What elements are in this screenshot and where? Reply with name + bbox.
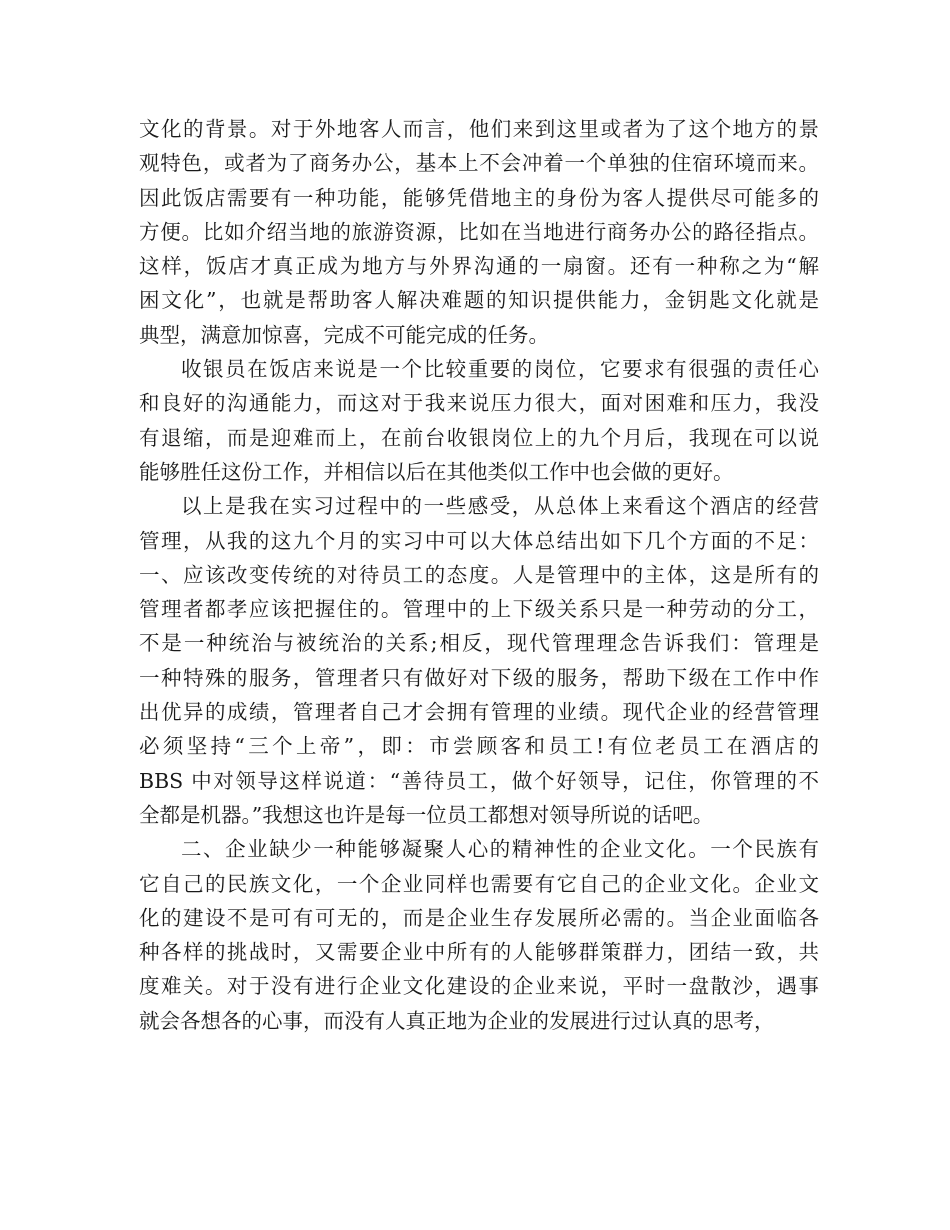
text-line: 就会各想各的心事，而没有人真正地为企业的发展进行过认真的思考， bbox=[139, 1008, 775, 1033]
text-line: 化的建设不是可有可无的，而是企业生存发展所必需的。当企业面临各 bbox=[139, 905, 819, 930]
document-body bbox=[139, 112, 819, 1038]
text-line: 因此饭店需要有一种功能，能够凭借地主的身份为客人提供尽可能多的 bbox=[139, 185, 819, 210]
text-line: 典型，满意加惊喜，完成不可能完成的任务。 bbox=[139, 322, 549, 347]
text-line: 方便。比如介绍当地的旅游资源，比如在当地进行商务办公的路径指点。 bbox=[139, 219, 819, 244]
text-line: 全都是机器。”我想这也许是每一位员工都想对领导所说的话吧。 bbox=[139, 802, 714, 827]
paragraph bbox=[139, 832, 819, 1038]
text-line: 出优异的成绩，管理者自己才会拥有管理的业绩。现代企业的经营管理 bbox=[139, 700, 819, 725]
text-line: 它自己的民族文化，一个企业同样也需要有它自己的企业文化。企业文 bbox=[139, 871, 819, 896]
text-line: 能够胜任这份工作，并相信以后在其他类似工作中也会做的更好。 bbox=[139, 459, 734, 484]
text-line: 有退缩，而是迎难而上，在前台收银岗位上的九个月后，我现在可以说 bbox=[139, 425, 819, 450]
text-line: 管理者都孝应该把握住的。管理中的上下级关系只是一种劳动的分工， bbox=[139, 597, 819, 622]
text-line: 和良好的沟通能力，而这对于我来说压力很大，面对困难和压力，我没 bbox=[139, 391, 819, 416]
text-line: 度难关。对于没有进行企业文化建设的企业来说，平时一盘散沙，遇事 bbox=[139, 974, 819, 999]
text-line: 这样，饭店才真正成为地方与外界沟通的一扇窗。还有一种称之为“解 bbox=[139, 254, 819, 279]
text-line: 种各样的挑战时，又需要企业中所有的人能够群策群力，团结一致，共 bbox=[139, 940, 819, 965]
text-line: 二、企业缺少一种能够凝聚人心的精神性的企业文化。一个民族有 bbox=[181, 837, 819, 862]
text-line: BBS 中对领导这样说道：“善待员工，做个好领导，记住，你管理的不 bbox=[139, 768, 819, 793]
paragraph bbox=[139, 489, 819, 832]
text-line: 收银员在饭店来说是一个比较重要的岗位，它要求有很强的责任心 bbox=[181, 357, 819, 382]
text-line: 一、应该改变传统的对待员工的态度。人是管理中的主体，这是所有的 bbox=[139, 562, 819, 587]
text-line: 困文化”，也就是帮助客人解决难题的知识提供能力，金钥匙文化就是 bbox=[139, 288, 819, 313]
text-line: 观特色，或者为了商务办公，基本上不会冲着一个单独的住宿环境而来。 bbox=[139, 151, 819, 176]
text-line: 以上是我在实习过程中的一些感受，从总体上来看这个酒店的经营 bbox=[181, 494, 819, 519]
text-line: 不是一种统治与被统治的关系;相反，现代管理理念告诉我们：管理是 bbox=[139, 631, 819, 656]
paragraph bbox=[139, 112, 819, 352]
text-line: 一种特殊的服务，管理者只有做好对下级的服务，帮助下级在工作中作 bbox=[139, 665, 819, 690]
paragraph bbox=[139, 352, 819, 489]
text-line: 必须坚持“三个上帝”，即：市尝顾客和员工!有位老员工在酒店的 bbox=[139, 734, 819, 759]
text-line: 管理，从我的这九个月的实习中可以大体总结出如下几个方面的不足： bbox=[139, 528, 819, 553]
text-line: 文化的背景。对于外地客人而言，他们来到这里或者为了这个地方的景 bbox=[139, 117, 819, 141]
